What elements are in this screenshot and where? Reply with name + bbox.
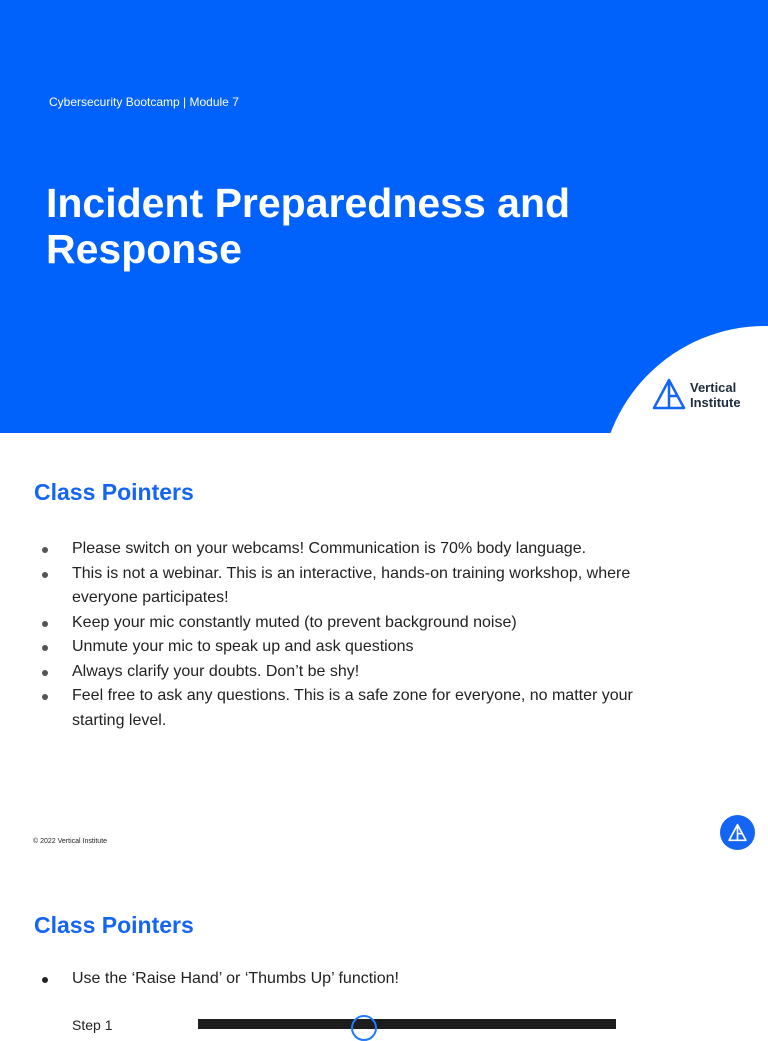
list-item-text: Always clarify your doubts. Don’t be shy! <box>72 662 360 680</box>
list-item <box>40 660 640 685</box>
section-heading: Class Pointers <box>34 912 194 938</box>
bullet-icon <box>42 670 48 676</box>
list-item-text: Please switch on your webcams! Communication is 70% body language. <box>72 540 587 557</box>
bullet-icon <box>42 694 48 700</box>
step-label: Step 1 <box>72 1017 113 1033</box>
logo-line-2: Institute <box>690 395 741 410</box>
module-label: Cybersecurity Bootcamp | Module 7 <box>49 95 239 109</box>
list-item <box>40 562 640 611</box>
list-item-text: Unmute your mic to speak up and ask questions <box>72 638 414 655</box>
triangle-icon <box>728 823 747 842</box>
bullet-icon <box>42 572 48 578</box>
section-heading: Class Pointers <box>34 479 194 505</box>
bullet-icon <box>42 645 48 651</box>
list-item <box>40 635 640 660</box>
list-item-text: Use the ‘Raise Hand’ or ‘Thumbs Up’ function! <box>72 970 399 987</box>
pointer-list <box>40 967 640 992</box>
list-item <box>40 537 640 562</box>
logo-line-1: Vertical <box>690 380 737 395</box>
list-item-text: This is not a webinar. This is an interactive, hands-on training workshop, where everyone participates! <box>72 564 631 606</box>
zoom-toolbar-screenshot <box>198 1019 616 1029</box>
bullet-icon <box>42 621 48 627</box>
list-item-text: Feel free to ask any questions. This is a safe zone for everyone, no matter your starting level. <box>72 687 633 729</box>
logo-wordmark <box>690 380 741 410</box>
class-pointers-slide-2 <box>0 867 768 1033</box>
class-pointers-slide <box>0 433 768 867</box>
vertical-institute-logo-icon <box>652 378 686 410</box>
list-item <box>40 967 640 992</box>
vertical-institute-badge-icon <box>720 815 755 850</box>
bullet-icon <box>42 977 48 983</box>
list-item <box>40 684 640 733</box>
bullet-icon <box>42 547 48 553</box>
cover-slide <box>0 0 768 433</box>
copyright-notice: © 2022 Vertical Institute <box>33 838 108 845</box>
list-item <box>40 611 640 636</box>
page-title: Incident Preparedness and Response <box>46 180 571 272</box>
pointer-list <box>40 537 640 733</box>
list-item-text: Keep your mic constantly muted (to prevent background noise) <box>72 613 517 631</box>
highlight-circle <box>351 1015 377 1041</box>
